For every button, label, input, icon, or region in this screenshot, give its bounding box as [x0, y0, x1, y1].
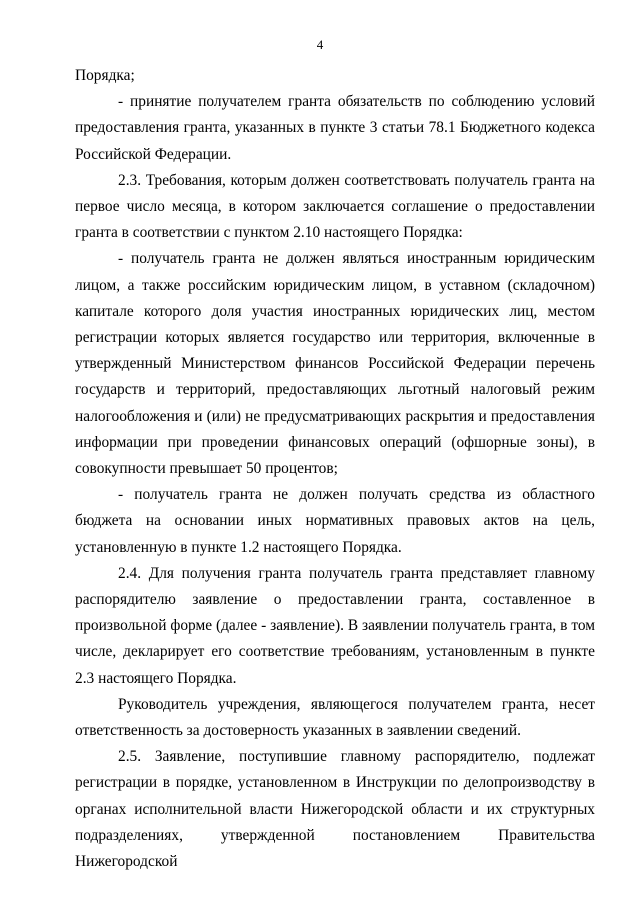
paragraph-foreign-entity: - получатель гранта не должен являться иностранным юридическим лицом, а также российским юридическим лицом, в уставном (складочном) капитале которого доля участия иностранных юридических лиц, местом регистрации которых является государство или территория, включенные в утвержденный Министерством финансов Российской Федерации перечень государств и территорий, предоставляющих льготный налоговый режим налогообложения и (или) не предусматривающих раскрытия и предоставления информации при проведении финансовых операций (офшорные зоны), в совокупности превышает 50 процентов;	[75, 250, 595, 478]
paragraph-2-4-application: 2.4. Для получения гранта получатель гранта представляет главному распорядителю заявление о предоставлении гранта, составленное в произвольной форме (далее - заявление). В заявлении получатель гранта, в том числе, декларирует его соответствие требованиям, установленным в пункте 2.3 настоящего Порядка.	[75, 564, 595, 687]
page-number: 4	[316, 37, 324, 52]
paragraph-2-3-requirements: 2.3. Требования, которым должен соответствовать получатель гранта на первое число месяца, в котором заключается соглашение о предоставлении гранта в соответствии с пунктом 2.10 настоящего Порядка:	[75, 171, 595, 242]
paragraph-2-5-registration: 2.5. Заявление, поступившие главному распорядителю, подлежат регистрации в порядке, установленном в Инструкции по делопроизводству в органах исполнительной власти Нижегородской области и их структурных подразделениях, утвержденной постановлением Правительства Нижегородской	[75, 748, 595, 871]
paragraph-continuation: Порядка;	[75, 67, 135, 84]
paragraph-grant-obligations: - принятие получателем гранта обязательств по соблюдению условий предоставления гранта, указанных в пункте 3 статьи 78.1 Бюджетного кодекса Российской Федерации.	[75, 93, 595, 163]
document-body	[75, 63, 595, 875]
paragraph-regional-budget: - получатель гранта не должен получать средства из областного бюджета на основании иных нормативных правовых актов на цель, установленную в пункте 1.2 настоящего Порядка.	[75, 486, 595, 556]
paragraph-head-responsibility: Руководитель учреждения, являющегося получателем гранта, несет ответственность за достоверность указанных в заявлении сведений.	[75, 695, 595, 740]
